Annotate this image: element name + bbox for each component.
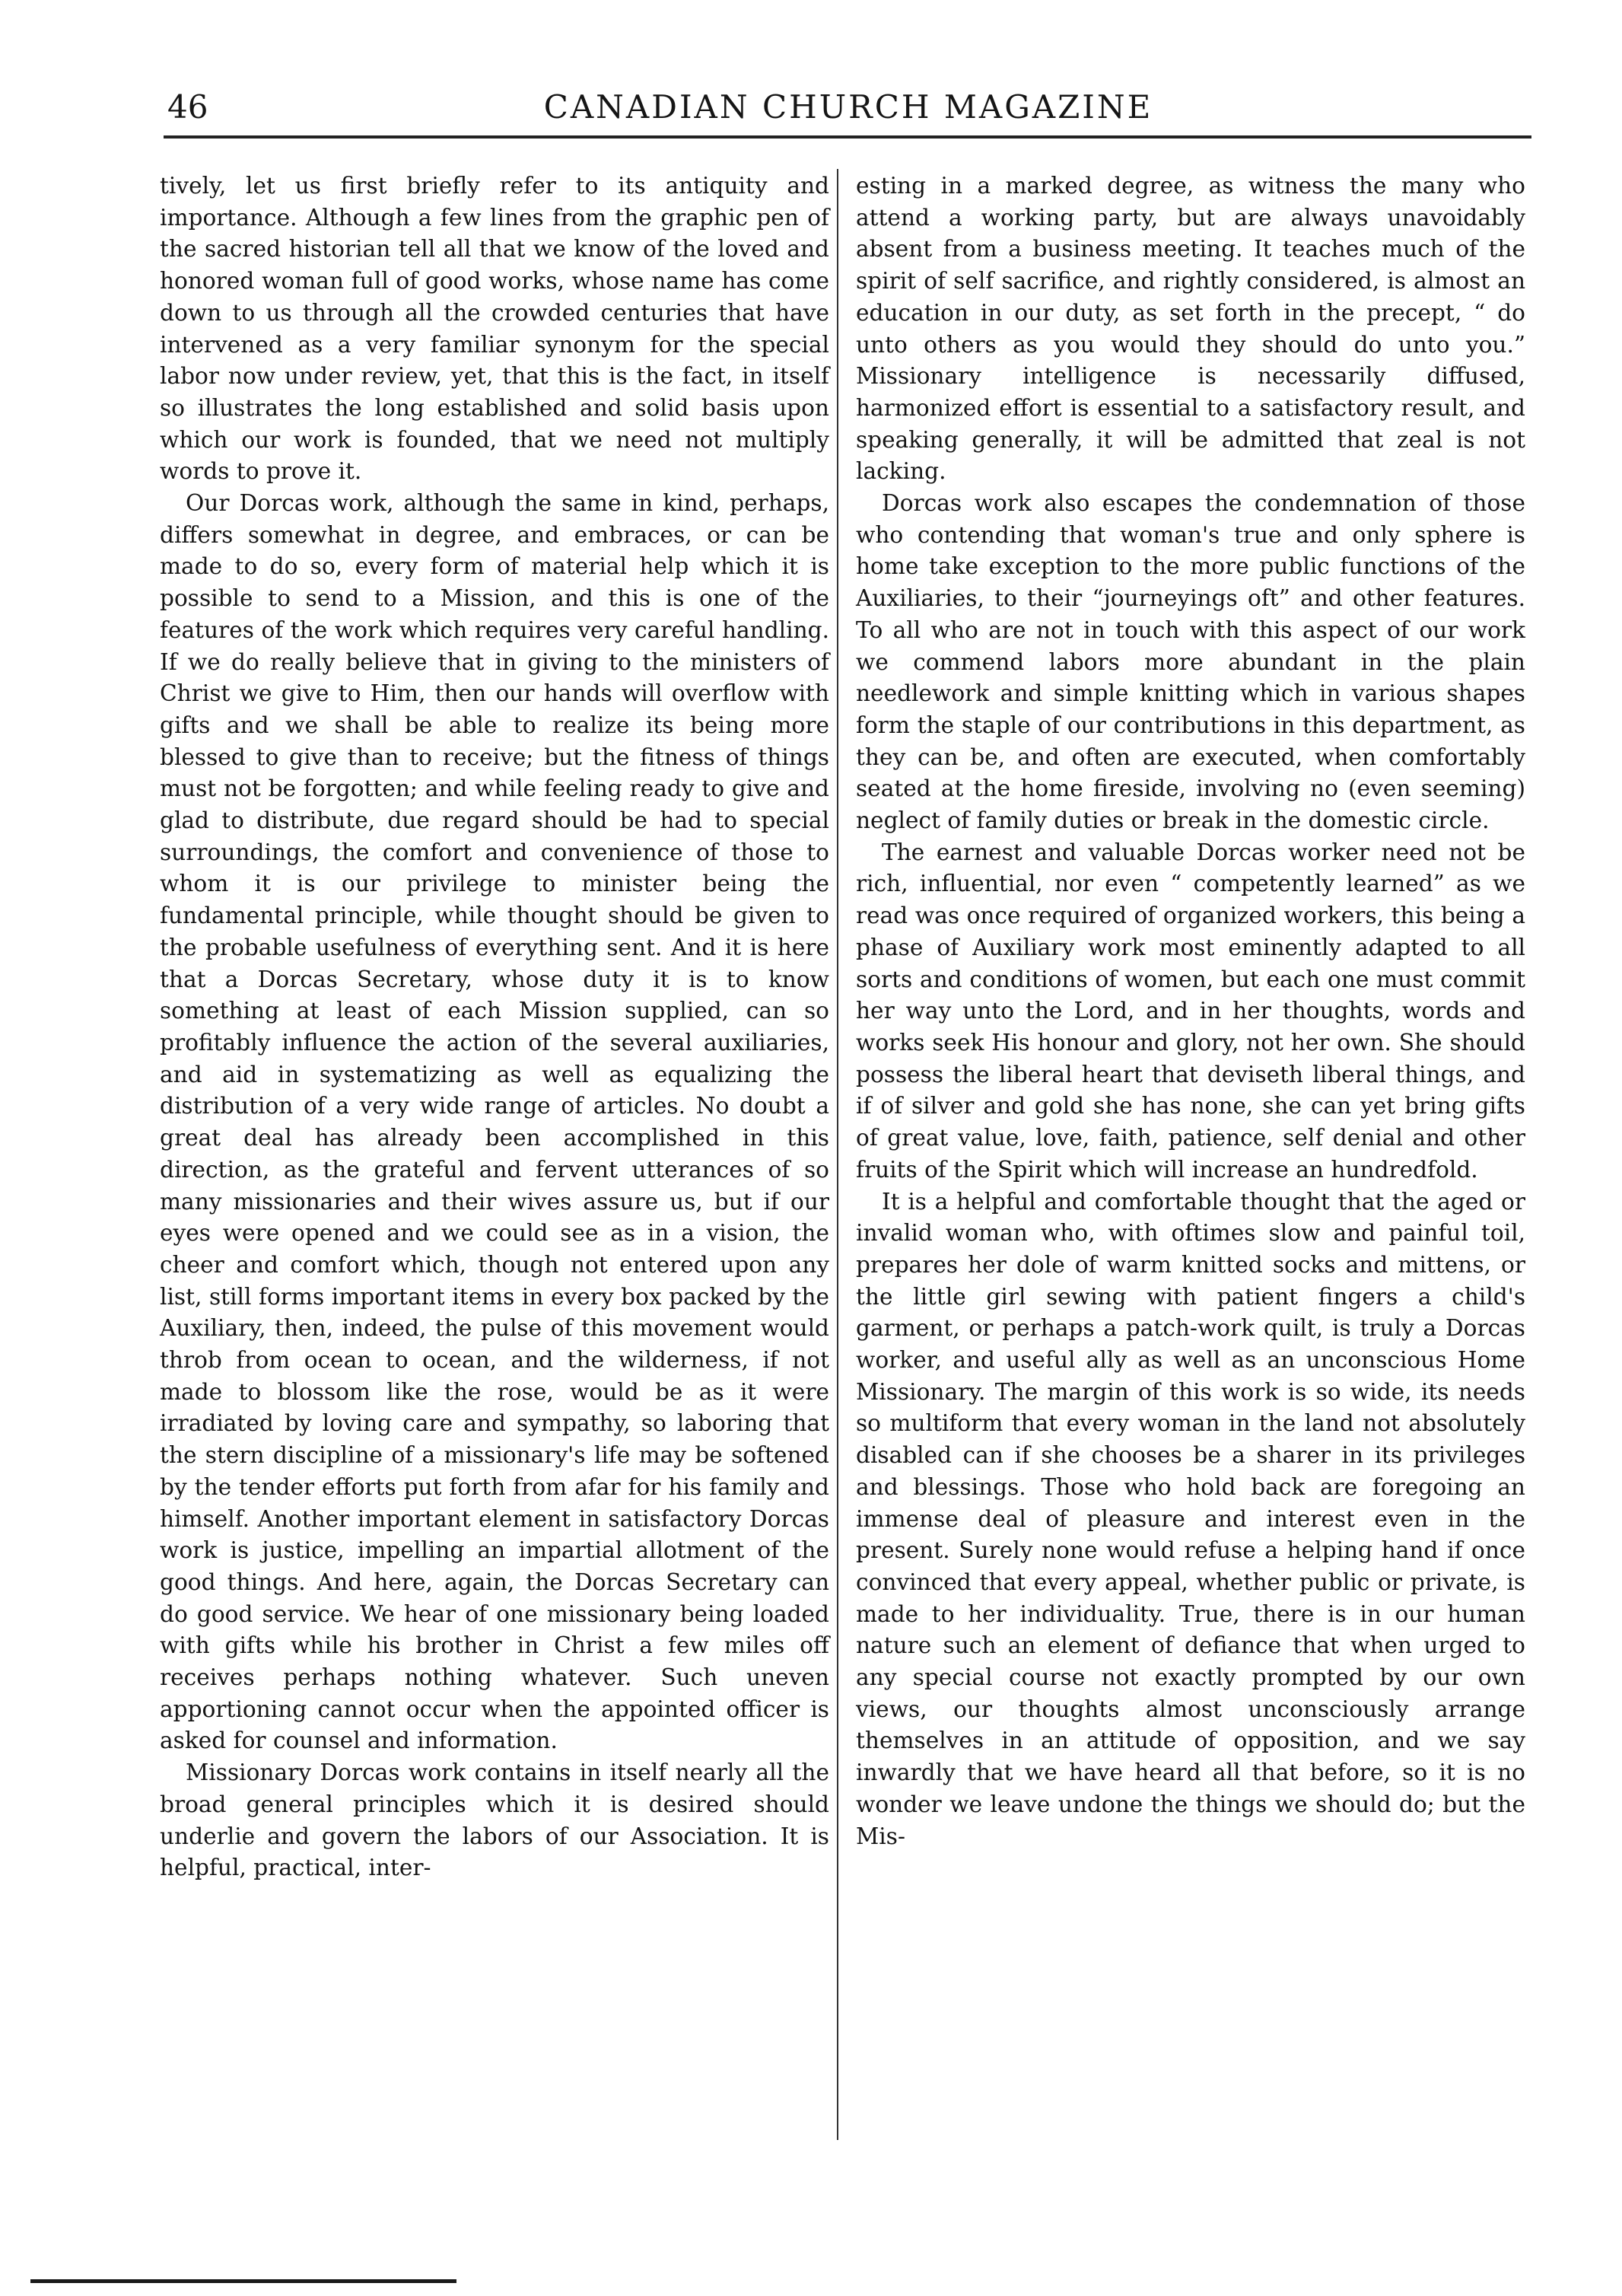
left-column	[160, 170, 829, 2180]
paragraph: Missionary Dorcas work contains in itself nearly all the broad general principles which it is desired should underlie and govern the labors of our Association. It is helpful, practical, inter-	[160, 1759, 829, 1881]
header-rule	[164, 135, 1531, 139]
paragraph: Dorcas work also escapes the condemnation of those who contending that woman's true and only sphere is home take exception to the more public functions of the Auxiliaries, to their “journeyings oft” and other features. To all who are not in touch with this aspect of our work we commend labors more abundant in the plain needlework and simple knitting which in various shapes form the staple of our contributions in this department, as they can be, and often are executed, when comfortably seated at the home fireside, involving no (even seeming) neglect of family duties or break in the domestic circle.	[856, 490, 1525, 834]
column-divider	[837, 169, 838, 2140]
paragraph-continued: esting in a marked degree, as witness the many who attend a working party, but are always unavoidably absent from a business meeting. It teaches much of the spirit of self sacrifice, and rightly considered, is almost an education in our duty, as set forth in the precept, “ do unto others as you would they should do unto you.” Missionary intelligence is necessarily diffused, harmonized effort is essential to a satisfactory result, and speaking generally, it will be admitted that zeal is not lacking.	[856, 173, 1525, 485]
right-column	[856, 170, 1525, 2180]
paragraph: The earnest and valuable Dorcas worker need not be rich, influential, nor even “ competently learned” as we read was once required of organized workers, this being a phase of Auxiliary work most eminently adapted to all sorts and conditions of women, but each one must commit her way unto the Lord, and in her thoughts, words and works seek His honour and glory, not her own. She should possess the liberal heart that deviseth liberal things, and if of silver and gold she has none, she can yet bring gifts of great value, love, faith, patience, self denial and other fruits of the Spirit which will increase an hundredfold.	[856, 839, 1525, 1183]
bottom-edge-mark	[30, 2279, 456, 2283]
paragraph: Our Dorcas work, although the same in kind, perhaps, differs somewhat in degree, and embraces, or can be made to do so, every form of material help which it is possible to send to a Mission, and this is one of the features of the work which requires very careful handling. If we do really believe that in giving to the ministers of Christ we give to Him, then our hands will overflow with gifts and we shall be able to realize its being more blessed to give than to receive; but the fitness of things must not be forgotten; and while feeling ready to give and glad to distribute, due regard should be had to special surroundings, the comfort and convenience of those to whom it is our privilege to minister being the fundamental principle, while thought should be given to the probable usefulness of everything sent. And it is here that a Dorcas Secretary, whose duty it is to know something at least of each Mission supplied, can so profitably influence the action of the several auxiliaries, and aid in systematizing as well as equalizing the distribution of a very wide range of articles. No doubt a great deal has already been accomplished in this direction, as the grateful and fervent utterances of so many missionaries and their wives assure us, but if our eyes were opened and we could see as in a vision, the cheer and comfort which, though not entered upon any list, still forms important items in every box packed by the Auxiliary, then, indeed, the pulse of this movement would throb from ocean to ocean, and the wilderness, if not made to blossom like the rose, would be as it were irradiated by loving care and sympathy, so laboring that the stern discipline of a missionary's life may be softened by the tender efforts put forth from afar for his family and himself. Another important element in satisfactory Dorcas work is justice, impelling an impartial allotment of the good things. And here, again, the Dorcas Secretary can do good service. We hear of one missionary being loaded with gifts while his brother in Christ a few miles off receives perhaps nothing whatever. Such uneven apportioning cannot occur when the appointed officer is asked for counsel and information.	[160, 490, 829, 1754]
page-number: 46	[167, 88, 208, 126]
paragraph: It is a helpful and comfortable thought that the aged or invalid woman who, with oftimes slow and painful toil, prepares her dole of warm knitted socks and mittens, or the little girl sewing with patient fingers a child's garment, or perhaps a patch-work quilt, is truly a Dorcas worker, and useful ally as well as an unconscious Home Missionary. The margin of this work is so wide, its needs so multiform that every woman in the land not absolutely disabled can if she chooses be a sharer in its privileges and blessings. Those who hold back are foregoing an immense deal of pleasure and interest even in the present. Surely none would refuse a helping hand if once convinced that every appeal, whether public or private, is made to her individuality. True, there is in our human nature such an element of defiance that when urged to any special course not exactly prompted by our own views, our thoughts almost unconsciously arrange themselves in an attitude of opposition, and we say inwardly that we have heard all that before, so it is no wonder we leave undone the things we should do; but the Mis-	[856, 1188, 1525, 1849]
page-header	[167, 84, 1529, 131]
running-title: CANADIAN CHURCH MAGAZINE	[543, 88, 1153, 126]
paragraph-continued: tively, let us first briefly refer to its antiquity and importance. Although a few lines from the graphic pen of the sacred historian tell all that we know of the loved and honored woman full of good works, whose name has come down to us through all the crowded centuries that have intervened as a very familiar synonym for the special labor now under review, yet, that this is the fact, in itself so illustrates the long established and solid basis upon which our work is founded, that we need not multiply words to prove it.	[160, 173, 829, 485]
